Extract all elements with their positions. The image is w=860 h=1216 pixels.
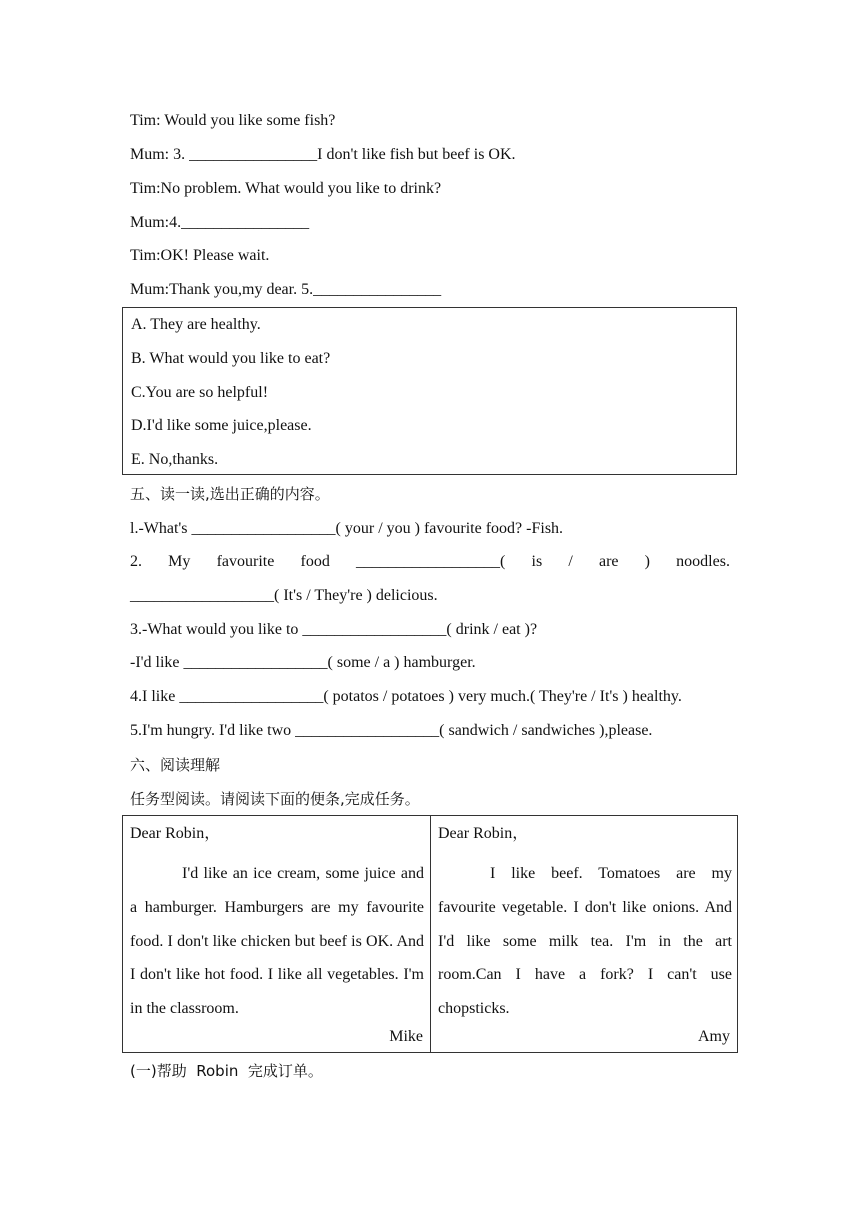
option-c: C.You are so helpful! (131, 384, 269, 401)
q2-word: is (531, 553, 543, 570)
question-5: 5.I'm hungry. I'd like two __________________( sandwich / sandwiches ),please. (130, 722, 653, 739)
note-mike (123, 816, 430, 1052)
note-signature: Mike (389, 1028, 423, 1045)
section-6-title: 六、阅读理解 (130, 756, 221, 774)
q2-word: My (168, 553, 191, 570)
dialogue-line-4: Mum:4.________________ (130, 214, 310, 231)
section-5-title: 五、读一读,选出正确的内容。 (130, 485, 330, 503)
section-6-instruction: 任务型阅读。请阅读下面的便条,完成任务。 (130, 790, 420, 808)
note-body: I like beef. Tomatoes are my favourite vegetable. I don't like onions. And I'd like some milk tea. I'm in the art room.Can I have a fork? I can't use chopsticks. (438, 865, 732, 1018)
dialogue-line-6: Mum:Thank you,my dear. 5.________________ (130, 281, 442, 298)
dialogue-line-1: Tim: Would you like some fish? (130, 112, 336, 129)
option-d: D.I'd like some juice,please. (131, 417, 312, 434)
note-greeting: Dear Robin， (130, 825, 221, 842)
q2-word: noodles. (676, 553, 730, 570)
question-2 (130, 552, 730, 572)
q2-word: are (598, 553, 619, 570)
task-1-title: (一)帮助 Robin 完成订单。 (130, 1062, 323, 1080)
note-amy (430, 816, 737, 1052)
q2-word: favourite (216, 553, 275, 570)
note-signature: Amy (698, 1028, 730, 1045)
q2-word: food (300, 553, 330, 570)
question-2-continued: __________________( It's / They're ) delicious. (130, 587, 438, 604)
option-a: A. They are healthy. (131, 316, 261, 333)
question-3b: -I'd like __________________( some / a ) hamburger. (130, 654, 476, 671)
answer-options-box (122, 307, 737, 475)
option-b: B. What would you like to eat? (131, 350, 331, 367)
question-4: 4.I like __________________( potatos / potatoes ) very much.( They're / It's ) healthy. (130, 688, 682, 705)
notes-table (122, 815, 738, 1053)
question-1: l.-What's __________________( your / you ) favourite food? -Fish. (130, 520, 564, 537)
question-3a: 3.-What would you like to __________________( drink / eat )? (130, 621, 538, 638)
dialogue-line-5: Tim:OK! Please wait. (130, 247, 270, 264)
q2-word: ) (644, 553, 650, 570)
q2-word: / (568, 553, 573, 570)
option-e: E. No,thanks. (131, 451, 219, 468)
q2-word: 2. (130, 553, 142, 570)
note-body: I'd like an ice cream, some juice and a hamburger. Hamburgers are my favourite food. I don't like chicken but beef is OK. And I don't like hot food. I like all vegetables. I'm in the classroom. (130, 865, 424, 1018)
q2-word: __________________( (356, 553, 506, 570)
note-greeting: Dear Robin， (438, 825, 529, 842)
dialogue-line-2: Mum: 3. ________________I don't like fish but beef is OK. (130, 146, 516, 163)
dialogue-line-3: Tim:No problem. What would you like to drink? (130, 180, 442, 197)
